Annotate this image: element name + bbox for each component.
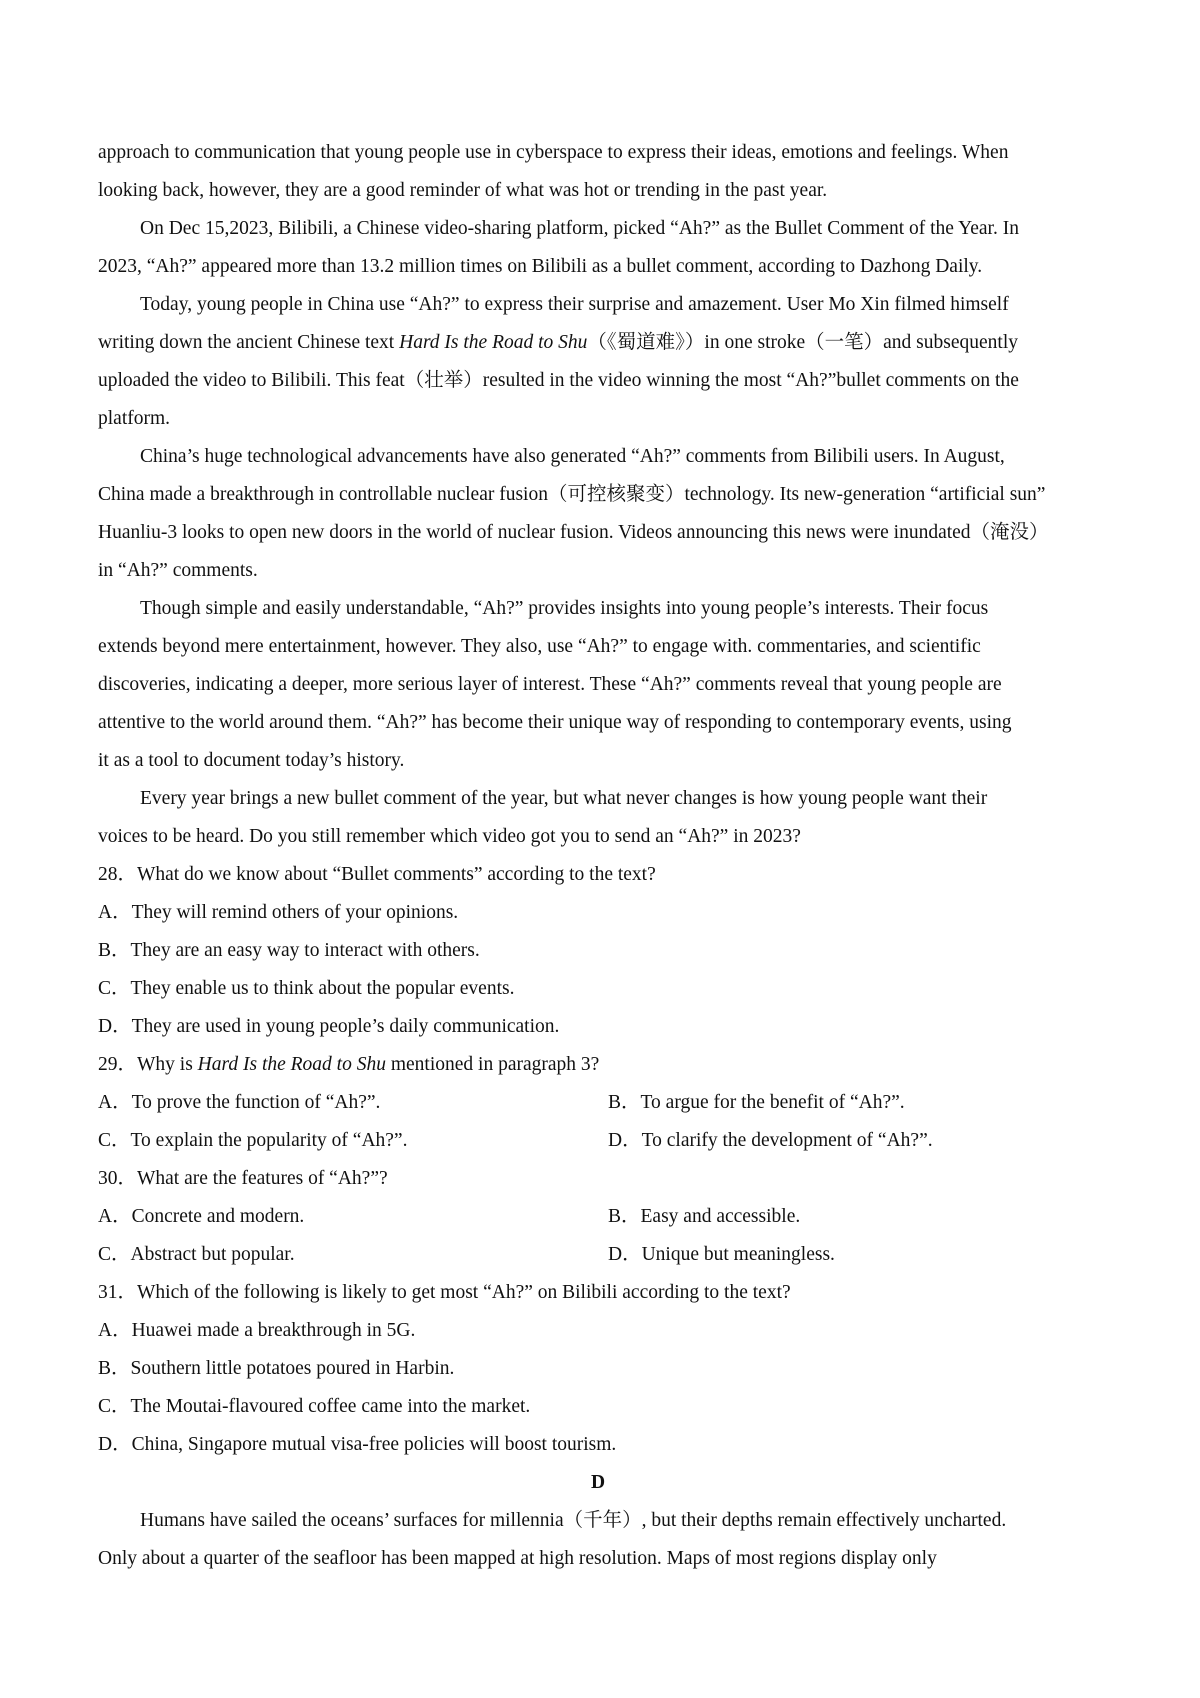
question-stem: 30．What are the features of “Ah?”? — [98, 1168, 388, 1189]
passage-line: extends beyond mere entertainment, however. They also, use “Ah?” to engage with. commentaries, and scientific — [98, 636, 981, 657]
question-stem: 28．What do we know about “Bullet comments” according to the text? — [98, 864, 656, 885]
answer-option: B．Easy and accessible. — [608, 1206, 801, 1227]
question-text: 29．Why is — [98, 1054, 198, 1075]
answer-option: A．Concrete and modern. — [98, 1206, 305, 1227]
answer-row — [98, 1198, 1128, 1236]
passage-line: Huanliu-3 looks to open new doors in the world of nuclear fusion. Videos announcing this news were inundated（淹没） — [98, 522, 1049, 543]
passage-line: Though simple and easily understandable, “Ah?” provides insights into young people’s interests. Their focus — [140, 598, 989, 619]
answer-option: B．Southern little potatoes poured in Harbin. — [98, 1358, 455, 1379]
answer-option: C．They enable us to think about the popular events. — [98, 978, 515, 999]
passage-line: voices to be heard. Do you still remember which video got you to send an “Ah?” in 2023? — [98, 826, 801, 847]
answer-option: B．They are an easy way to interact with others. — [98, 940, 480, 961]
answer-option: D．To clarify the development of “Ah?”. — [608, 1130, 933, 1151]
passage-line: Today, young people in China use “Ah?” to express their surprise and amazement. User Mo Xin filmed himself — [140, 294, 1009, 315]
answer-option: C．To explain the popularity of “Ah?”. — [98, 1130, 408, 1151]
question-stem: 31．Which of the following is likely to get most “Ah?” on Bilibili according to the text? — [98, 1282, 791, 1303]
passage-line: Every year brings a new bullet comment of the year, but what never changes is how young people want their — [140, 788, 988, 809]
passage-line: 2023, “Ah?” appeared more than 13.2 million times on Bilibili as a bullet comment, according to Dazhong Daily. — [98, 256, 983, 277]
passage-text: writing down the ancient Chinese text — [98, 332, 400, 353]
passage-line: uploaded the video to Bilibili. This feat（壮举）resulted in the video winning the most “Ah?”bullet comments on the — [98, 370, 1019, 391]
passage-line: Only about a quarter of the seafloor has been mapped at high resolution. Maps of most regions display only — [98, 1548, 937, 1569]
answer-option: D．Unique but meaningless. — [608, 1244, 835, 1265]
answer-option: C．The Moutai-flavoured coffee came into the market. — [98, 1396, 531, 1417]
passage-line: China made a breakthrough in controllable nuclear fusion（可控核聚变）technology. Its new-generation “artificial sun” — [98, 484, 1046, 505]
section-heading: D — [590, 1472, 606, 1493]
answer-row — [98, 1236, 1128, 1274]
passage-line: it as a tool to document today’s history. — [98, 750, 405, 771]
passage-line — [98, 324, 1128, 362]
answer-option: A．To prove the function of “Ah?”. — [98, 1092, 381, 1113]
book-title: Hard Is the Road to Shu — [197, 1054, 386, 1075]
question-stem — [98, 1046, 1128, 1084]
answer-option: A．Huawei made a breakthrough in 5G. — [98, 1320, 416, 1341]
answer-option: C．Abstract but popular. — [98, 1244, 295, 1265]
passage-line: platform. — [98, 408, 171, 429]
passage-line: looking back, however, they are a good reminder of what was hot or trending in the past year. — [98, 180, 828, 201]
answer-row — [98, 1084, 1128, 1122]
passage-line: discoveries, indicating a deeper, more serious layer of interest. These “Ah?” comments reveal that young people are — [98, 674, 1002, 695]
passage-line: in “Ah?” comments. — [98, 560, 258, 581]
passage-text: （《蜀道难》）in one stroke（一笔）and subsequently — [587, 332, 1019, 353]
exam-page — [98, 134, 1128, 1578]
question-text: mentioned in paragraph 3? — [385, 1054, 600, 1075]
passage-line: China’s huge technological advancements have also generated “Ah?” comments from Bilibili users. In August, — [140, 446, 1005, 467]
answer-option: D．They are used in young people’s daily communication. — [98, 1016, 560, 1037]
passage-line: On Dec 15,2023, Bilibili, a Chinese video-sharing platform, picked “Ah?” as the Bullet Comment of the Year. In — [140, 218, 1019, 239]
passage-line: Humans have sailed the oceans’ surfaces for millennia（千年）, but their depths remain effectively uncharted. — [140, 1510, 1007, 1531]
answer-option: B．To argue for the benefit of “Ah?”. — [608, 1092, 905, 1113]
book-title: Hard Is the Road to Shu — [399, 332, 588, 353]
answer-option: A．They will remind others of your opinions. — [98, 902, 459, 923]
answer-option: D．China, Singapore mutual visa-free policies will boost tourism. — [98, 1434, 617, 1455]
passage-line: attentive to the world around them. “Ah?” has become their unique way of responding to contemporary events, using — [98, 712, 1012, 733]
answer-row — [98, 1122, 1128, 1160]
passage-line: approach to communication that young people use in cyberspace to express their ideas, emotions and feelings. When — [98, 142, 1009, 163]
